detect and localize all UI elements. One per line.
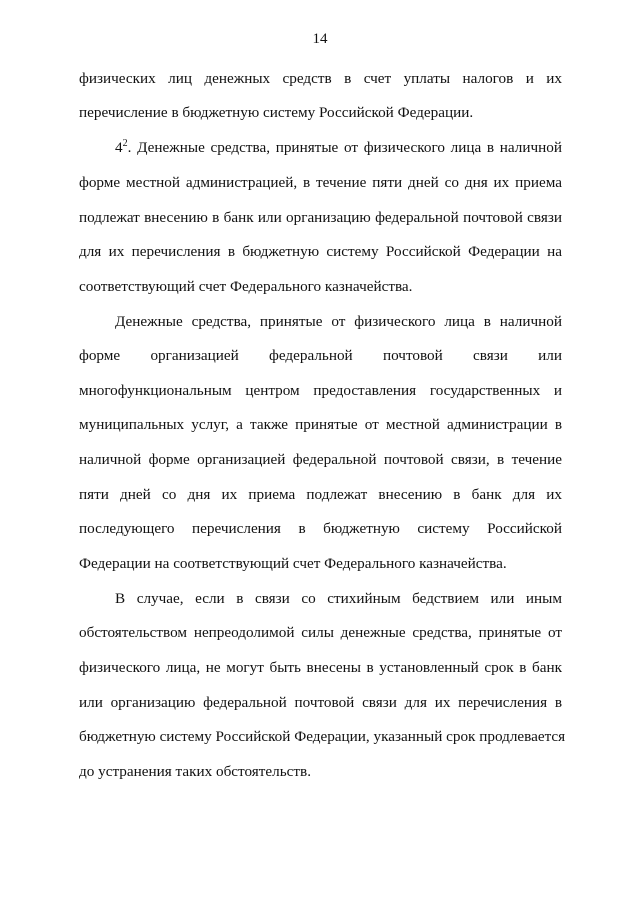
text-line: Денежные средства, принятые от физического лица в наличной [115, 313, 562, 330]
text-line [115, 138, 562, 158]
text-line-content: . Денежные средства, принятые от физического лица в наличной [127, 139, 562, 156]
text-line: наличной форме организацией федеральной почтовой связи, в течение [79, 451, 562, 468]
text-line: для их перечисления в бюджетную систему Российской Федерации на [79, 243, 562, 260]
text-line: Федерации на соответствующий счет Федерального казначейства. [79, 555, 507, 572]
clause-number-superscript: 2 [122, 137, 128, 149]
text-line: перечисление в бюджетную систему Российской Федерации. [79, 104, 474, 121]
text-line: до устранения таких обстоятельств. [79, 763, 311, 780]
text-line: форме организацией федеральной почтовой связи или [79, 347, 562, 364]
text-line: физических лиц денежных средств в счет уплаты налогов и их [79, 70, 562, 87]
text-line: физического лица, не могут быть внесены в установленный срок в банк [79, 659, 562, 676]
text-line: муниципальных услуг, а также принятые от местной администрации в [79, 416, 562, 433]
text-line: или организацию федеральной почтовой связи для их перечисления в [79, 694, 562, 711]
text-line: соответствующий счет Федерального казначейства. [79, 278, 413, 295]
text-line: В случае, если в связи со стихийным бедствием или иным [115, 590, 562, 607]
page-number: 14 [312, 31, 328, 47]
text-line: многофункциональным центром предоставления государственных и [79, 382, 562, 399]
text-line: бюджетную систему Российской Федерации, указанный срок продлевается [79, 728, 566, 745]
text-line: пяти дней со дня их приема подлежат внесению в банк для их [79, 486, 562, 503]
text-line: последующего перечисления в бюджетную систему Российской [79, 520, 562, 537]
text-line: обстоятельством непреодолимой силы денежные средства, принятые от [79, 624, 562, 641]
text-line: подлежат внесению в банк или организацию федеральной почтовой связи [79, 209, 562, 226]
text-line: форме местной администрацией, в течение пяти дней со дня их приема [79, 174, 562, 191]
clause-number: 4 [115, 139, 123, 156]
